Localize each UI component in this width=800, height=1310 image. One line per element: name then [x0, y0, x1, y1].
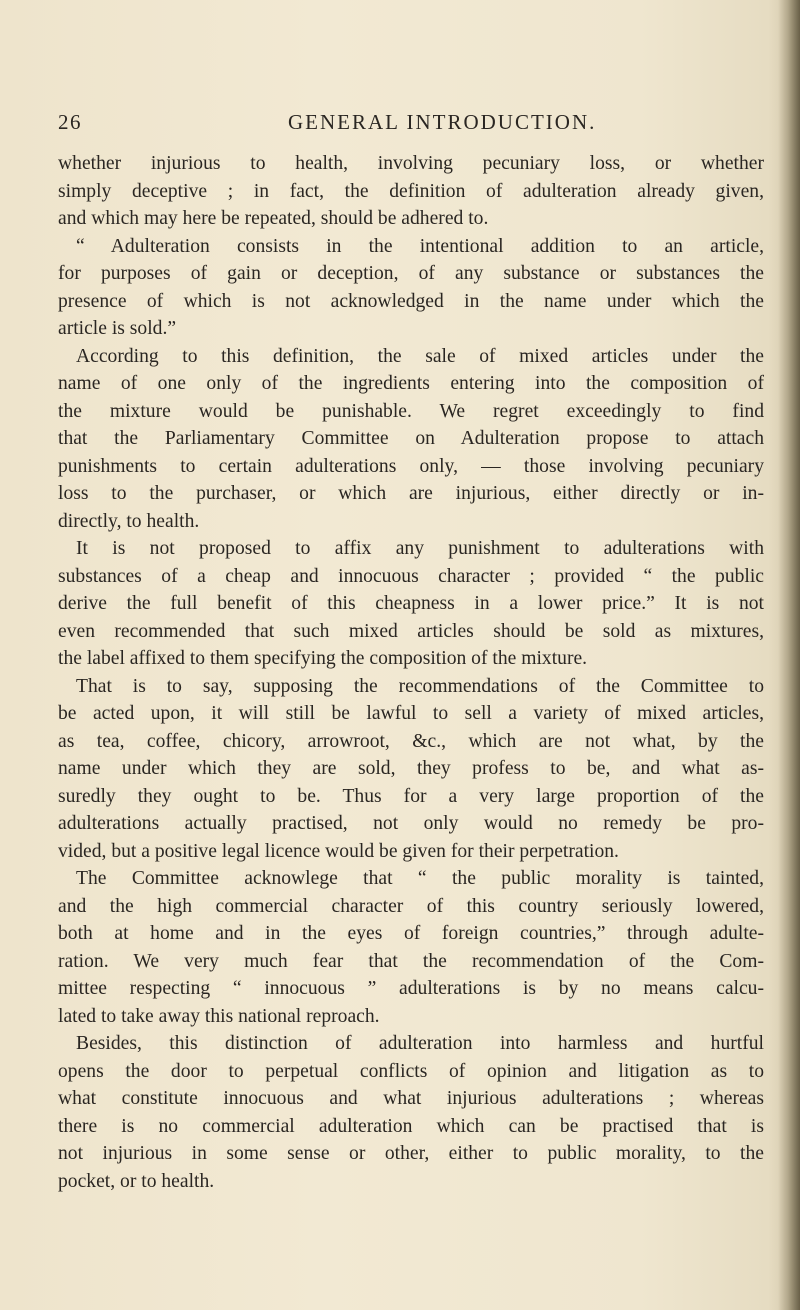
text-line: substances of a cheap and innocuous character ; provided “ the public [58, 565, 764, 587]
text-line: ration. We very much fear that the recommendation of the Com- [58, 950, 764, 972]
page-header [58, 110, 758, 140]
text-line: opens the door to perpetual conflicts of opinion and litigation as to [58, 1060, 764, 1082]
text-line: name under which they are sold, they profess to be, and what as- [58, 758, 764, 779]
text-line: punishments to certain adulterations only, — those involving pecuniary [58, 455, 764, 477]
text-line: The Committee acknowlege that “ the public morality is tainted, [76, 868, 764, 889]
text-line: and which may here be repeated, should be adhered to. [58, 208, 489, 229]
text-line: the mixture would be punishable. We regret exceedingly to find [58, 400, 764, 422]
body-text [58, 150, 764, 1195]
text-line: be acted upon, it will still be lawful to sell a variety of mixed articles, [58, 703, 764, 724]
text-line: article is sold.” [58, 318, 177, 339]
text-line: mittee respecting “ innocuous ” adulterations is by no means calcu- [58, 978, 764, 999]
text-line: derive the full benefit of this cheapness in a lower price.” It is not [58, 593, 764, 614]
text-line: vided, but a positive legal licence would be given for their perpetration. [58, 840, 619, 862]
text-line: as tea, coffee, chicory, arrowroot, &c., which are not what, by the [58, 730, 764, 752]
text-line: even recommended that such mixed articles should be sold as mixtures, [58, 620, 764, 642]
text-line: simply deceptive ; in fact, the definition of adulteration already given, [58, 180, 764, 202]
text-line: lated to take away this national reproach. [58, 1005, 380, 1027]
text-line: It is not proposed to affix any punishment to adulterations with [76, 538, 764, 559]
text-line: not injurious in some sense or other, either to public morality, to the [58, 1143, 764, 1164]
page-edge-shadow [778, 0, 800, 1310]
text-line: loss to the purchaser, or which are injurious, either directly or in- [58, 483, 764, 504]
text-line: According to this definition, the sale of mixed articles under the [76, 345, 764, 367]
text-line: for purposes of gain or deception, of any substance or substances the [58, 263, 764, 284]
text-line: That is to say, supposing the recommendations of the Committee to [76, 675, 764, 697]
text-line: Besides, this distinction of adulteration into harmless and hurtful [76, 1033, 764, 1054]
text-line: what constitute innocuous and what injurious adulterations ; whereas [58, 1088, 764, 1109]
text-line: the label affixed to them specifying the composition of the mixture. [58, 648, 588, 669]
text-line: presence of which is not acknowledged in the name under which the [58, 290, 764, 312]
text-line: whether injurious to health, involving pecuniary loss, or whether [58, 153, 764, 174]
text-line: both at home and in the eyes of foreign countries,” through adulte- [58, 923, 764, 944]
text-line: directly, to health. [58, 510, 200, 532]
text-line: name of one only of the ingredients entering into the composition of [58, 373, 764, 394]
text-line: and the high commercial character of this country seriously lowered, [58, 895, 764, 917]
text-line: that the Parliamentary Committee on Adulteration propose to attach [58, 428, 764, 449]
text-line: suredly they ought to be. Thus for a very large proportion of the [58, 785, 764, 807]
text-line: adulterations actually practised, not only would no remedy be pro- [58, 813, 764, 834]
text-line: “ Adulteration consists in the intentional addition to an article, [76, 235, 764, 257]
page-number: 26 [58, 110, 82, 134]
running-head: GENERAL INTRODUCTION. [288, 110, 597, 134]
text-line: pocket, or to health. [58, 1170, 215, 1192]
text-line: there is no commercial adulteration which can be practised that is [58, 1115, 764, 1137]
